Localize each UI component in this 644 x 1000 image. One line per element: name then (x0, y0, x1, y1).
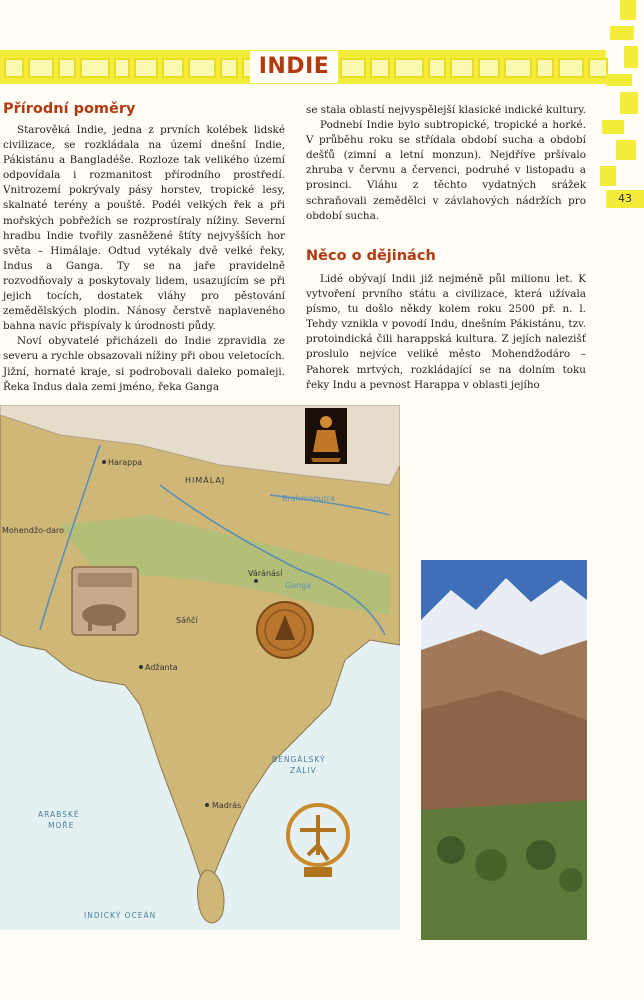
page-number: 43 (606, 190, 644, 208)
paragraph: se stala oblastí nejvyspělejší klasické indické kultury. (306, 104, 586, 116)
map-label-varanasi: Váránásí (248, 569, 283, 578)
map-label-mohendzo: Mohendžo-daro (2, 526, 65, 535)
coin-image (257, 602, 313, 658)
map-label-adzanta: Adžanta (145, 663, 178, 672)
section-heading-nature: Přírodní poměry (3, 101, 136, 117)
paragraph: Starověká Indie, jedna z prvních kolébek lidské civilizace, se rozkládala na území dnešní Indie, Pákistánu a Bangladéše. Rozloze tak velikého území odpovídala i rozmanitost přírodního prostředí. Vnitrozemí pokrývaly pásy horstev, tropické lesy, skalnaté terény a pouště. Podél velkých řek a při mořských pobřežích se rozprostíraly nížiny. Severní hradbu Indie tvořily zasněžené štíty nejvyšších hor světa – Himálaje. Odtud vytékaly dvě velké řeky, Indus a Ganga. Ty se na jaře pravidelně rozvodňovaly a poskytovaly lidem, usazujícím se při jejich tocích, dostatek vláhy pro pěstování zemědělských plodin. Nánosy čerstvě naplaveného bahna navíc přispívaly k úrodnosti půdy. (3, 124, 285, 333)
banner-pattern-right (340, 58, 608, 76)
mountain-valley-photo (421, 560, 587, 940)
section-heading-history: Něco o dějinách (306, 248, 436, 264)
map-dot-varanasi (254, 579, 258, 583)
banner-pattern-left (4, 58, 266, 76)
map-label-harappa: Harappa (108, 458, 143, 467)
map-label-sanci: Sáňčí (176, 616, 198, 625)
map-label-brahmaputra: Brahmaputra (282, 494, 335, 503)
map-label-arabian-1: ARABSKÉ (38, 810, 80, 819)
paragraph: Lidé obývají Indii již nejméně půl milionu let. K vytvoření prvního státu a civilizace, která užívala písmo, tu došlo někdy kolem roku 2500 př. n. l. Tehdy vznikla v povodí Indu, dnešním Pákistánu, tzv. protoindická čili harappská kultura. Z jejích nalezišť proslulo nejvíce veliké město Mohendžodáro – Pahorek mrtvých, rozkládající se na dolním toku řeky Indu a pevnost Harappa v oblasti jejího (306, 273, 586, 391)
golden-statue-image (305, 408, 347, 464)
india-map (0, 405, 400, 930)
map-dot-harappa (102, 460, 106, 464)
map-dot-adzanta (139, 665, 143, 669)
right-column-bottom (306, 272, 586, 393)
paragraph: Noví obyvatelé přicházeli do Indie zpravidla ze severu a rychle obsazovali nížiny při obou veletocích. Jižní, hornaté kraje, si podrobovali daleko pomaleji. Řeka Indus dala zemi jméno, řeka Ganga (3, 335, 285, 393)
map-label-ganga: Ganga (285, 581, 312, 590)
paragraph: Podnebí Indie bylo subtropické, tropické a horké. V průběhu roku se střídala období sucha a období dešťů (zimní a letní monzun). Nejdříve pršívalo zhruba v červnu a červenci, podruhé v listopadu a prosinci. Vláhu z těchto vydatných srážek schraňovali zemědělci v závlahových nádržích pro období sucha. (306, 119, 586, 222)
map-dot-madras (205, 803, 209, 807)
page-title: INDIE (250, 51, 338, 83)
map-label-indian-ocean: INDICKÝ OCEÁN (84, 911, 157, 920)
indus-seal-image (72, 567, 138, 635)
left-column (3, 123, 285, 395)
side-decor-band (590, 0, 644, 205)
map-label-bengal-2: ZÁLIV (290, 766, 317, 775)
map-label-arabian-2: MOŘE (48, 821, 75, 830)
map-label-himalaj: HIMÁLAJ (185, 476, 226, 485)
map-label-madras: Madrás (212, 801, 242, 810)
right-column-top (306, 103, 586, 224)
map-label-bengal-1: BENGÁLSKÝ (272, 755, 326, 764)
